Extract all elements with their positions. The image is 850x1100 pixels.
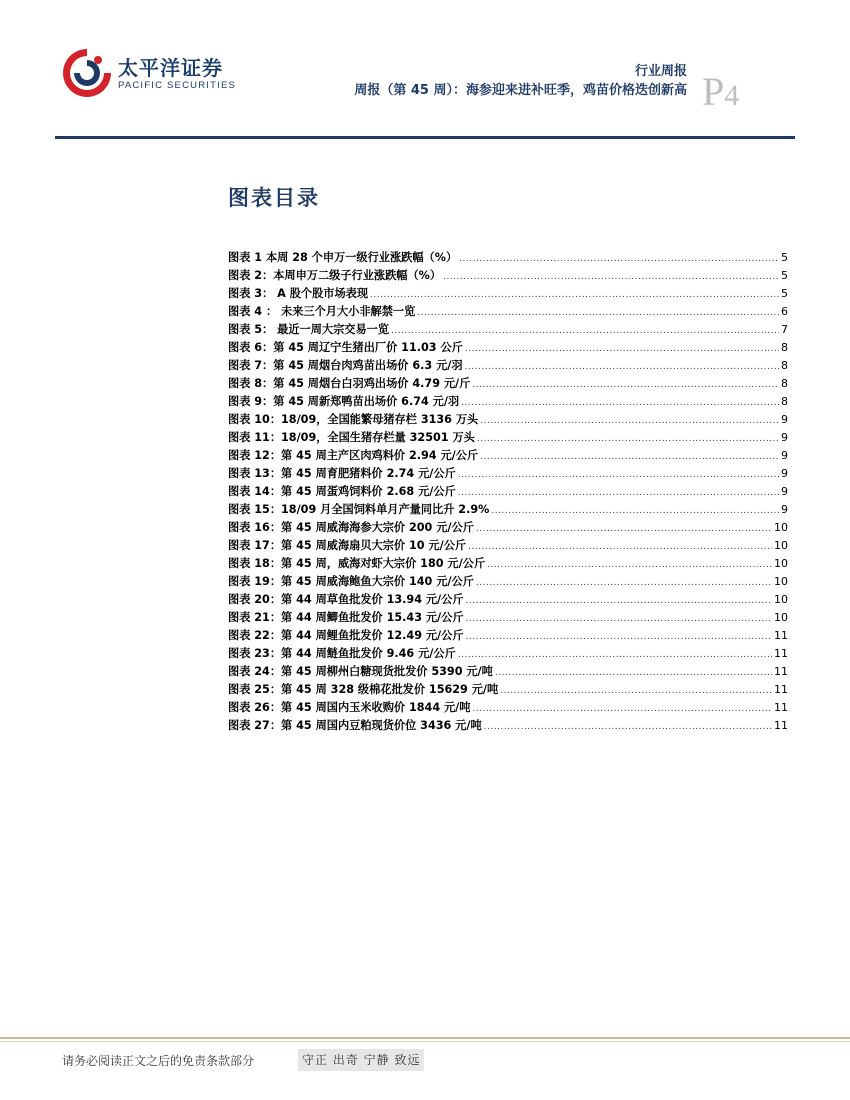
page-letter: P — [702, 69, 725, 114]
toc-entry-page: 9 — [781, 485, 788, 498]
toc-leader-dots — [391, 322, 779, 340]
footer-divider-thin — [0, 1041, 850, 1042]
toc-entry-label: 图表 6：第 45 周辽宁生猪出厂价 11.03 公斤 — [228, 341, 463, 354]
toc-entry-page: 11 — [774, 647, 788, 660]
toc-entry-page: 11 — [774, 701, 788, 714]
toc-leader-dots — [480, 448, 779, 466]
toc-leader-dots — [477, 430, 779, 448]
toc-entry-page: 11 — [774, 665, 788, 678]
toc-entry-label: 图表 7：第 45 周烟台肉鸡苗出场价 6.3 元/羽 — [228, 359, 463, 372]
toc-entry-page: 10 — [774, 593, 788, 606]
toc-entry-label: 图表 11：18/09，全国生猪存栏量 32501 万头 — [228, 431, 475, 444]
toc-entry[interactable] — [228, 663, 788, 681]
toc-entry[interactable] — [228, 249, 788, 267]
toc-entry[interactable] — [228, 645, 788, 663]
toc-entry-page: 6 — [781, 305, 788, 318]
toc-entry-label: 图表 2：本周申万二级子行业涨跌幅（%） — [228, 269, 442, 282]
toc-leader-dots — [466, 592, 772, 610]
toc-leader-dots — [465, 340, 779, 358]
toc-entry[interactable] — [228, 609, 788, 627]
toc-entry-page: 10 — [774, 575, 788, 588]
toc-entry[interactable] — [228, 519, 788, 537]
toc-entry-page: 8 — [781, 341, 788, 354]
toc-entry-label: 图表 19：第 45 周威海鲍鱼大宗价 140 元/公斤 — [228, 575, 474, 588]
toc-entry-label: 图表 4 ： 未来三个月大小非解禁一览 — [228, 305, 416, 318]
toc-entry[interactable] — [228, 591, 788, 609]
toc-entry[interactable] — [228, 717, 788, 735]
toc-entry-label: 图表 9：第 45 周新郑鸭苗出场价 6.74 元/羽 — [228, 395, 460, 408]
toc-entry-page: 9 — [781, 449, 788, 462]
toc-entry-label: 图表 17：第 45 周威海扇贝大宗价 10 元/公斤 — [228, 539, 467, 552]
toc-entry-label: 图表 27：第 45 周国内豆粕现货价位 3436 元/吨 — [228, 719, 482, 732]
report-title: 周报（第 45 周）：海参迎来进补旺季，鸡苗价格迭创新高 — [354, 83, 687, 98]
toc-entry[interactable] — [228, 483, 788, 501]
company-logo — [60, 46, 237, 100]
page-number — [702, 69, 740, 116]
toc-entry-page: 11 — [774, 629, 788, 642]
toc-entry-page: 10 — [774, 539, 788, 552]
toc-entry-label: 图表 23：第 44 周鲢鱼批发价 9.46 元/公斤 — [228, 647, 456, 660]
toc-leader-dots — [472, 700, 772, 718]
toc-entry-page: 10 — [774, 521, 788, 534]
toc-entry-page: 11 — [774, 683, 788, 696]
toc-entry-label: 图表 5： 最近一周大宗交易一览 — [228, 323, 390, 336]
header-divider — [55, 136, 795, 139]
toc-entry-label: 图表 18：第 45 周，威海对虾大宗价 180 元/公斤 — [228, 557, 486, 570]
toc-leader-dots — [484, 718, 772, 736]
toc-leader-dots — [465, 358, 779, 376]
toc-entry[interactable] — [228, 447, 788, 465]
toc-leader-dots — [458, 484, 779, 502]
toc-leader-dots — [500, 682, 772, 700]
toc-leader-dots — [459, 250, 779, 268]
toc-leader-dots — [461, 394, 779, 412]
toc-entry-page: 9 — [781, 413, 788, 426]
toc-entry-label: 图表 10：18/09，全国能繁母猪存栏 3136 万头 — [228, 413, 479, 426]
logo-text-cn: 太平洋证券 — [118, 56, 223, 80]
toc-entry-label: 图表 24：第 45 周柳州白糖现货批发价 5390 元/吨 — [228, 665, 493, 678]
toc-leader-dots — [466, 610, 772, 628]
footer-motto: 守正 出奇 宁静 致远 — [298, 1049, 424, 1071]
toc-entry-page: 10 — [774, 611, 788, 624]
toc-leader-dots — [443, 268, 779, 286]
toc-entry-page: 9 — [781, 467, 788, 480]
toc-entry-page: 9 — [781, 503, 788, 516]
toc-entry[interactable] — [228, 537, 788, 555]
toc-entry-page: 8 — [781, 359, 788, 372]
page-number-digit: 4 — [724, 79, 740, 112]
toc-leader-dots — [476, 520, 772, 538]
toc-entry[interactable] — [228, 393, 788, 411]
toc-entry-label: 图表 26：第 45 周国内玉米收购价 1844 元/吨 — [228, 701, 471, 714]
toc-leader-dots — [458, 646, 772, 664]
toc-entry[interactable] — [228, 573, 788, 591]
toc-entry[interactable] — [228, 501, 788, 519]
toc-entry[interactable] — [228, 267, 788, 285]
toc-leader-dots — [491, 502, 779, 520]
toc-entry-label: 图表 16：第 45 周威海海参大宗价 200 元/公斤 — [228, 521, 474, 534]
toc-entry-page: 9 — [781, 431, 788, 444]
toc-entry[interactable] — [228, 357, 788, 375]
footer-divider — [0, 1037, 850, 1039]
toc-leader-dots — [487, 556, 772, 574]
toc-entry-page: 7 — [781, 323, 788, 336]
toc-entry[interactable] — [228, 303, 788, 321]
logo-text-en: PACIFIC SECURITIES — [118, 80, 237, 91]
toc-entry[interactable] — [228, 429, 788, 447]
toc-entry[interactable] — [228, 681, 788, 699]
toc-leader-dots — [495, 664, 772, 682]
toc-entry[interactable] — [228, 339, 788, 357]
toc-leader-dots — [476, 574, 772, 592]
toc-entry-label: 图表 1 本周 28 个申万一级行业涨跌幅（%） — [228, 251, 458, 264]
toc-leader-dots — [466, 628, 772, 646]
report-category: 行业周报 — [634, 64, 687, 79]
toc-entry[interactable] — [228, 285, 788, 303]
toc-entry-label: 图表 8：第 45 周烟台白羽鸡出场价 4.79 元/斤 — [228, 377, 471, 390]
toc-entry-label: 图表 21：第 44 周鲫鱼批发价 15.43 元/公斤 — [228, 611, 464, 624]
toc-entry-label: 图表 12：第 45 周主产区肉鸡料价 2.94 元/公斤 — [228, 449, 479, 462]
toc-entry-label: 图表 13：第 45 周育肥猪料价 2.74 元/公斤 — [228, 467, 456, 480]
toc-leader-dots — [458, 466, 779, 484]
toc-entry[interactable] — [228, 465, 788, 483]
toc-leader-dots — [472, 376, 779, 394]
toc-entry-page: 8 — [781, 395, 788, 408]
logo-emblem-icon — [60, 46, 114, 100]
toc-heading: 图表目录 — [228, 186, 320, 210]
toc-entry[interactable] — [228, 375, 788, 393]
toc-entry-page: 5 — [781, 287, 788, 300]
toc-entry-page: 11 — [774, 719, 788, 732]
toc-list — [228, 249, 788, 735]
toc-entry-page: 8 — [781, 377, 788, 390]
toc-leader-dots — [417, 304, 779, 322]
toc-entry[interactable] — [228, 411, 788, 429]
toc-entry[interactable] — [228, 555, 788, 573]
toc-entry-label: 图表 20：第 44 周草鱼批发价 13.94 元/公斤 — [228, 593, 464, 606]
toc-leader-dots — [480, 412, 779, 430]
toc-entry-label: 图表 15：18/09 月全国饲料单月产量同比升 2.9% — [228, 503, 490, 516]
toc-entry[interactable] — [228, 627, 788, 645]
toc-entry-page: 5 — [781, 269, 788, 282]
toc-entry-label: 图表 25：第 45 周 328 级棉花批发价 15629 元/吨 — [228, 683, 499, 696]
toc-entry[interactable] — [228, 699, 788, 717]
footer-disclaimer: 请务必阅读正文之后的免责条款部分 — [62, 1054, 255, 1068]
toc-entry-label: 图表 22：第 44 周鲤鱼批发价 12.49 元/公斤 — [228, 629, 464, 642]
toc-entry[interactable] — [228, 321, 788, 339]
toc-entry-label: 图表 3： A 股个股市场表现 — [228, 287, 369, 300]
toc-leader-dots — [468, 538, 772, 556]
toc-entry-page: 5 — [781, 251, 788, 264]
toc-leader-dots — [370, 286, 779, 304]
toc-entry-label: 图表 14：第 45 周蛋鸡饲料价 2.68 元/公斤 — [228, 485, 456, 498]
toc-entry-page: 10 — [774, 557, 788, 570]
